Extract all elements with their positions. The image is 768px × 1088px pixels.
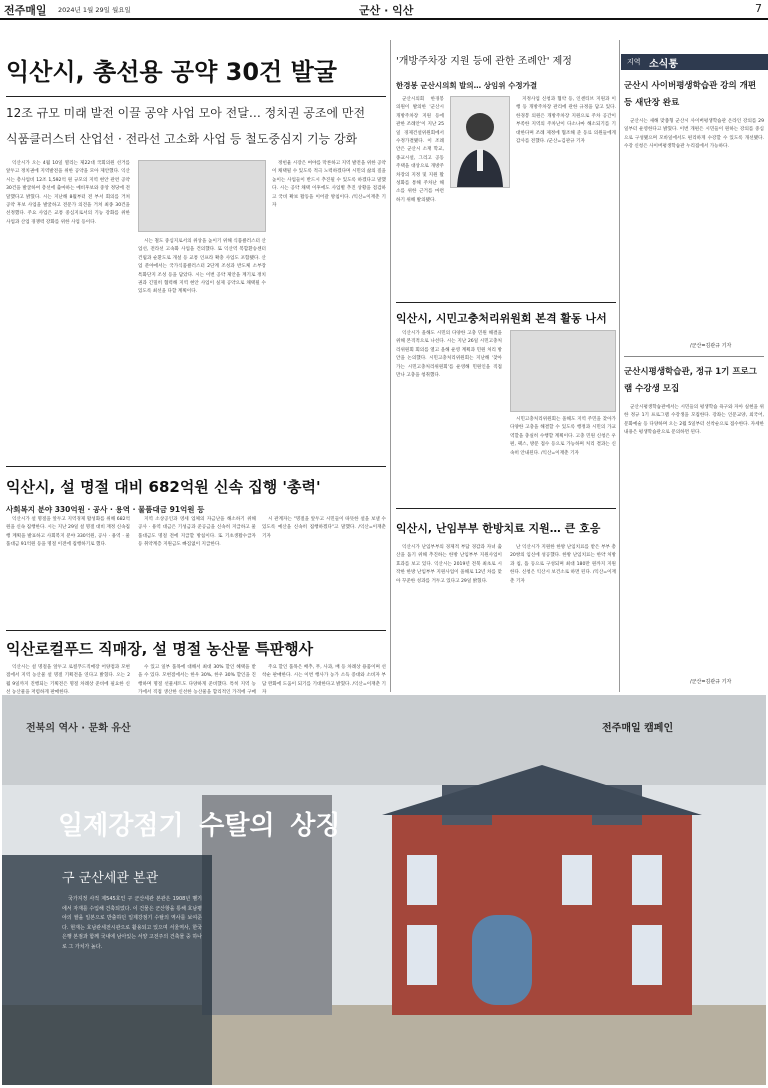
story3-body-col2: 수 있고 일부 품목에 대해서 최대 30% 할인 혜택을 받을 수 있다. 모현점에서는 한우 30%, 한우 30% 할인을 진행하며 명절 선물세트도 다양하게 준비했다. 특히 지역 농가에서 직접 생산한 신선한 농산물을 합리적인 가격에 구매: [138, 665, 256, 696]
sidebar-item1-body: 군산시는 새해 맞춤형 군산시 사이버평생학습관 온라인 강의를 29일부터 운영한다고 밝혔다. 이번 개편은 시민들이 원하는 강의를 중심으로 구성됐으며 모바일에서도 편리하게 수강할 수 있도록 개선됐다. 수강 신청은 사이버평생학습관 누리집에서 가능하다.: [624, 119, 764, 150]
masthead: [0, 0, 768, 20]
column-body-col2: 지정사업 신청과 협약 등, 인센티브 지원과 이행 등 개방주차장 관리에 관한 규정을 담고 있다. 한경봉 의원은 개방주차장 지원으로 주차 공간이 부족한 지역의 주차난이 다소나마 해소되기를 기대한다며 조례 제정에 협조해 준 동료 의원들에게 감사를 전했다. /군산=김관규 기자: [516, 97, 616, 145]
story2-subhead: 사회복지 분야 330억원 · 공사 · 용역 · 물품대금 91억원 등: [6, 505, 205, 514]
divider: [396, 508, 616, 509]
column-body-col1: 군산시의회 한경봉 의원이 발의한 '군산시 개방주차장 지원 등에 관한 조례안'이 지난 25일 경제건설위원회에서 수정가결됐다. 이 조례안은 군산시 소재 학교, 종교시설, 그리고 공동주택을 대상으로 개방주차장의 지정 및 지원 활성화를 통해 주차난 해소를 위한 근거를 마련하기 위해 발의됐다.: [396, 97, 444, 203]
sidebar-item1-title: 군산시 사이버평생학습관 강의 개편 등 새단장 완료: [624, 81, 757, 108]
sidebar-title: 소식통: [649, 59, 678, 70]
sidebar-header: [621, 54, 768, 70]
divider: [396, 302, 616, 303]
story4-body-col2: 시민고충처리위원회는 올해도 지역 주민을 찾아가 다양한 고충을 해결할 수 있도록 행정과 시민의 가교역할을 충실히 수행할 계획이다. 고충 민원 신청은 우편, 팩스, 방문 접수 등으로 가능하며 처리 결과는 신속히 안내된다. /익산=이재춘 기자: [510, 417, 616, 456]
divider: [6, 466, 386, 467]
divider: [6, 96, 386, 97]
banner-body: 국가지정 사적 제545호인 구 군산세관 본관은 1908년 벨기에서 자재를 수입해 건축되었다. 이 건물은 군산항을 통해 호남평야의 쌀을 일본으로 반출하던 일제강점기 수탈의 역사를 보여준다. 현재는 호남관세전시관으로 활용되고 있으며 서울역사, 한국은행 본점과 함께 국내에 남아있는 서양 고전주의 건축물 중 하나로 그 가치가 높다.: [62, 896, 202, 950]
column-divider: [390, 40, 391, 692]
story5-body-col1: 익산시가 난임부부의 경제적 부담 경감과 자녀 출산을 돕기 위해 추진하는 한방 난임부부 지원사업이 효과를 보고 있다. 익산시는 2019년 전북 최초로 시작한 한방 난임부부 지원사업이 올해로 12년 차를 맞아 꾸준한 성과를 거두고 있다고 29일 밝혔다.: [396, 545, 502, 584]
banner-tagline: 전북의 역사 · 문화 유산: [26, 723, 131, 734]
lead-body-col2: 시는 철도 중심지로서의 위상을 높이기 위해 식품클러스터 산업선, 전라선 고속화 사업을 건의했다. 또 익산역 복합환승센터 건립과 순환도로 개설 등 교통 인프라 확충 사업도 포함됐다. 산업 분야에서는 국가식품클러스터 2단계 조성과 반도체 소부장 특화단지 조성 등을 담았다. 시는 이번 공약 제안을 계기로 정치권과 긴밀히 협력해 지역 현안 사업이 실제 공약으로 채택될 수 있도록 최선을 다할 계획이다.: [138, 239, 266, 295]
lead-subhead-1: 12조 규모 미래 발전 이끌 공약 사업 모아 전달… 정치권 공조에 만전: [6, 106, 366, 120]
story3-headline: 익산로컬푸드 직매장, 설 명절 농산물 특판행사: [6, 640, 314, 658]
heritage-banner: [2, 695, 766, 1085]
sidebar-item2-body: 군산시평생학습관에서는 시민들의 평생학습 욕구와 자아 실현을 위한 정규 1기 프로그램 수강생을 모집한다. 강좌는 인문교양, 외국어, 문화예술 등 다양하며 오는 2월 5일부터 선착순으로 접수한다. 자세한 내용은 평생학습관으로 문의하면 된다.: [624, 405, 764, 436]
banner-subtitle: 구 군산세관 본관: [62, 871, 159, 886]
sidebar-divider: [619, 40, 620, 692]
sidebar-item1-byline: /군산=김관규 기자: [690, 343, 732, 349]
story2-body-col3: 시 관계자는 "명절을 앞두고 시민들이 따뜻한 설을 보낼 수 있도록 예산을 신속히 집행하겠다"고 말했다. /익산=이재춘 기자: [262, 517, 386, 539]
story2-body-col2: 지역 소상공인과 영세 업체의 자금난을 해소하기 위해 공사 · 용역 대금은 기성금과 준공금을 신속히 지급하고 물품대금도 명절 전에 지급할 방침이다. 또 기초생활수급자 등 취약계층 지원금도 빠짐없이 지급한다.: [138, 517, 256, 548]
lead-headline: 익산시, 총선용 공약 30건 발굴: [6, 58, 337, 86]
masthead-date: 2024년 1월 29일 월요일: [58, 6, 131, 14]
story2-headline: 익산시, 설 명절 대비 682억원 신속 집행 '총력': [6, 478, 321, 496]
divider: [6, 630, 386, 631]
page-number: 7: [755, 2, 762, 15]
portrait-photo: [450, 96, 510, 188]
banner-headline: 일제강점기 수탈의 상징: [58, 811, 341, 841]
sidebar-item2-byline: /군산=김관규 기자: [690, 679, 732, 685]
meeting-photo: [510, 330, 616, 412]
story2-body-col1: 익산시가 설 명절을 앞두고 지역경제 활성화를 위해 682억원을 신속 집행한다. 시는 지난 29일 설 명절 대비 재정 신속집행 계획을 발표하고 사회복지 분야 330억원, 공사 · 용역 · 물품대금 91억원 등을 명절 이전에 집행하기로 했다.: [6, 517, 130, 548]
story5-body-col2: 난 익산시가 지원한 한방 난임치료를 받은 부부 총 20쌍의 임신에 성공했다. 한방 난임치료는 한약 처방과 침, 뜸 등으로 구성되며 최대 180만 원까지 지원한다. 신청은 익산시 보건소로 하면 된다. /익산=이재춘 기자: [510, 545, 616, 584]
masthead-brand: 전주매일: [4, 4, 47, 17]
story4-body-col1: 익산시가 올해도 시민의 다양한 고충 민원 해결을 위해 본격적으로 나선다. 시는 지난 26일 시민고충처리위원회 회의를 열고 올해 운영 계획과 민원 처리 방안을 논의했다. 시민고충처리위원회는 지난해 '찾아가는 시민고충처리위원회'를 운영해 민원인을 직접 만나 고충을 청취했다.: [396, 331, 502, 379]
lead-body-col3: 정헌율 시장은 여야를 막론하고 지역 발전을 위한 공약이 채택될 수 있도록 적극 노력하겠다며 시민의 삶의 질을 높이는 사업들이 반드시 추진될 수 있도록 하겠다고 말했다. 시는 공약 채택 이후에도 사업별 추진 상황을 점검하고 국비 확보 활동을 이어갈 방침이다. /익산=이재춘 기자: [272, 161, 386, 209]
divider: [624, 356, 764, 357]
story3-body-col1: 익산시는 설 명절을 앞두고 로컬푸드직매장 어양점과 모현점에서 지역 농산물 설 명절 기획전을 연다고 밝혔다. 오는 2월 9일까지 진행되는 기획전은 명절 차례상 준비에 필요한 신선 농산물을 저렴하게 판매한다.: [6, 665, 130, 696]
sidebar-item2-title: 군산시평생학습관, 정규 1기 프로그램 수강생 모집: [624, 367, 757, 394]
lead-body-col1: 익산시가 오는 4월 10일 열리는 제22대 국회의원 선거를 앞두고 정치권에 지역발전을 위한 공약을 모아 제안했다. 익산시는 총사업비 12조 1,592억 원 규모의 지역 현안 관련 공약 30건을 발굴하여 총선에 출마하는 예비후보와 중앙 정당에 전달했다고 밝혔다. 시는 지난해 8월부터 전 부서 회의를 거쳐 공약 후보 사업을 발굴하고 전문가 의견을 거쳐 최종 30건을 선정했다. 주요 사업은 교통 중심지로서의 기능 강화를 위한 사업과 산업 경쟁력 강화를 위한 사업 등이다.: [6, 161, 130, 225]
story5-headline: 익산시, 난임부부 한방치료 지원… 큰 호응: [396, 522, 601, 535]
masthead-section: 군산 · 익산: [359, 4, 414, 17]
story3-body-col3: 주요 할인 품목은 배추, 무, 사과, 배 등 차례상 용품이며 선착순 판매한다. 시는 이번 행사가 농가 소득 증대와 소비자 부담 완화에 도움이 되기를 기대한다고 밝혔다. /익산=이재춘 기자: [262, 665, 386, 696]
lead-subhead-2: 식품클러스터 산업선 · 전라선 고소화 사업 등 철도중심지 기능 강화: [6, 132, 358, 146]
banner-campaign: 전주매일 캠페인: [602, 723, 674, 734]
document-photo: [138, 160, 266, 232]
column-byline: 한경봉 군산시의회 발의… 상임위 수정가결: [396, 81, 538, 90]
column-headline: '개방주차장 지원 등에 관한 조례안' 제정: [396, 56, 572, 67]
story4-headline: 익산시, 시민고충처리위원회 본격 활동 나서: [396, 312, 607, 325]
sidebar-label: 지역: [627, 58, 641, 66]
person-icon: [451, 97, 509, 187]
